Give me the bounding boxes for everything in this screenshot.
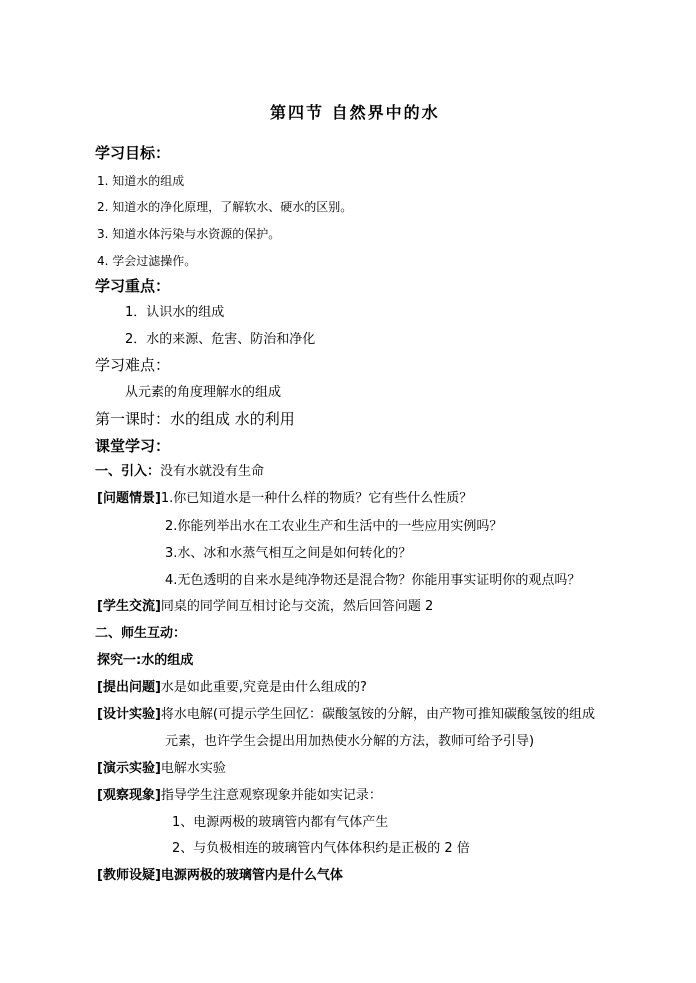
observe-line [97, 789, 382, 802]
design-text-cont: 元素，也许学生会提出用加热使水分解的方法，教师可给予引导) [165, 734, 535, 749]
interaction-heading: 二、师生互动： [95, 626, 187, 641]
teacher-question-line [97, 869, 343, 882]
question-2: 2.你能列举出水在工农业生产和生活中的一些应用实例吗？ [165, 519, 503, 534]
observe-item-1: 1、电源两极的玻璃管内都有气体产生 [172, 815, 389, 830]
intro-label: 一、引入： [95, 464, 161, 479]
intro-text: 没有水就没有生命 [160, 464, 265, 479]
lesson-line: 第一课时：水的组成 水的利用 [95, 410, 295, 428]
goal-item-3: 3. 知道水体污染与水资源的保护。 [97, 227, 281, 241]
raise-text: 水是如此重要,究竟是由什么组成的? [160, 680, 367, 695]
observe-tag: [观察现象] [97, 788, 161, 803]
goals-heading: 学习目标： [95, 144, 171, 162]
demo-tag: [演示实验] [97, 761, 161, 776]
goal-item-1: 1. 知道水的组成 [97, 174, 185, 188]
demo-text: 电解水实验 [160, 761, 226, 776]
difficulty-heading: 学习难点： [95, 356, 171, 374]
teacher-question-tag: [教师设疑] [97, 868, 161, 883]
difficulty-text: 从元素的角度理解水的组成 [125, 385, 282, 400]
observe-text: 指导学生注意观察现象并能如实记录： [160, 788, 382, 803]
key-point-1: 1．认识水的组成 [125, 305, 225, 320]
questions-tag: [问题情景] [97, 491, 161, 506]
exchange-text: 同桌的同学间互相讨论与交流，然后回答问题 2 [160, 599, 434, 614]
question-4: 4.无色透明的自来水是纯净物还是混合物？你能用事实证明你的观点吗？ [165, 573, 581, 588]
demo-line [97, 762, 226, 775]
raise-tag: [提出问题] [97, 680, 161, 695]
observe-item-2: 2、与负极相连的玻璃管内气体体积约是正极的 2 倍 [172, 841, 470, 856]
design-line [97, 708, 595, 721]
design-text: 将水电解(可提示学生回忆：碳酸氢铵的分解，由产物可推知碳酸氢铵的组成 [160, 707, 595, 722]
design-tag: [设计实验] [97, 707, 161, 722]
intro-line [95, 465, 264, 478]
explore-heading: 探究一:水的组成 [97, 653, 194, 668]
key-point-2: 2．水的来源、危害、防治和净化 [125, 332, 316, 347]
questions-line-1 [97, 492, 472, 505]
page-title: 第四节 自然界中的水 [270, 103, 440, 122]
key-points-heading: 学习重点： [95, 277, 171, 295]
goal-item-2: 2. 知道水的净化原理，了解软水、硬水的区别。 [97, 200, 353, 214]
goal-item-4: 4. 学会过滤操作。 [97, 254, 197, 268]
raise-line [97, 681, 367, 694]
exchange-line [97, 600, 433, 613]
classroom-heading: 课堂学习： [95, 437, 171, 455]
teacher-question-text: 电源两极的玻璃管内是什么气体 [160, 868, 343, 883]
exchange-tag: [学生交流] [97, 599, 161, 614]
question-1: 1.你已知道水是一种什么样的物质？它有些什么性质？ [160, 491, 473, 506]
question-3: 3.水、冰和水蒸气相互之间是如何转化的？ [165, 546, 412, 561]
